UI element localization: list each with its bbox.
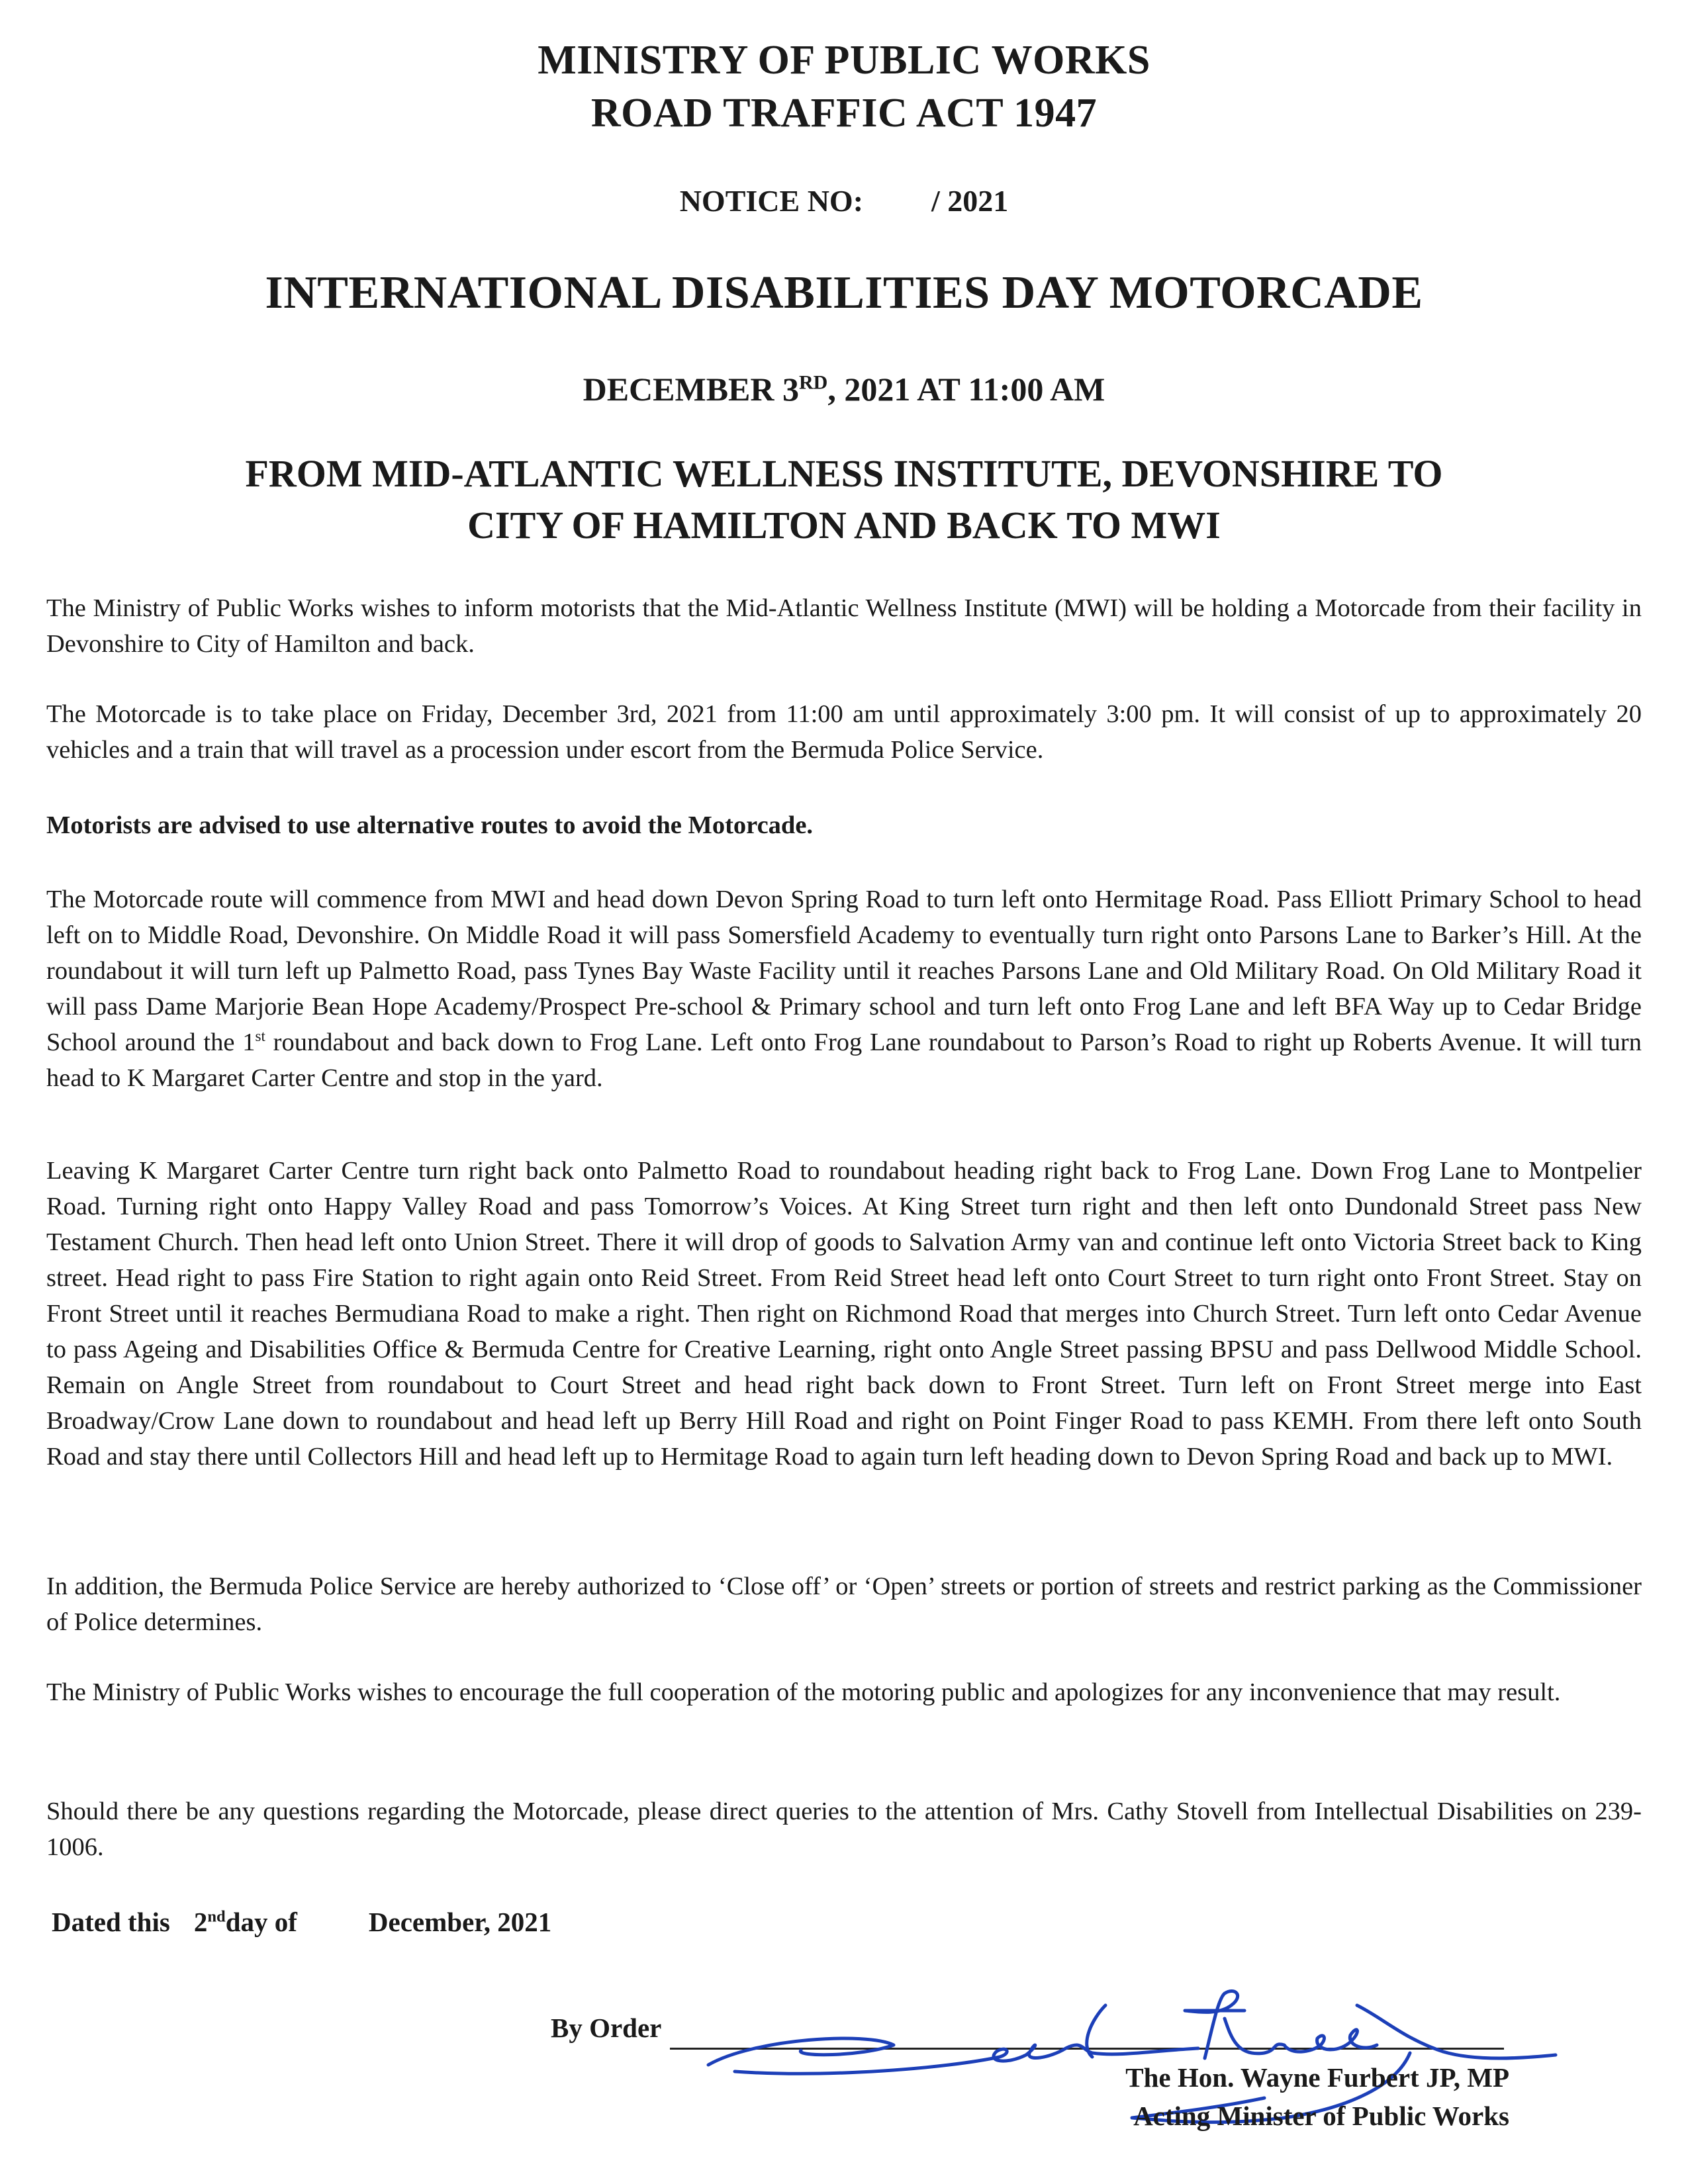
intro-paragraph: The Ministry of Public Works wishes to inform motorists that the Mid-Atlantic Wellness Institute (MWI) will be holding a Motorcade from their facility in Devonshire to City of Hamilton and back.	[46, 594, 1642, 658]
by-order-label: By Order	[551, 2013, 662, 2043]
event-date: DECEMBER 3RD, 2021 AT 11:00 AM	[583, 371, 1105, 408]
dated-day: 2ndday of	[193, 1907, 297, 1937]
signer-block	[1006, 2058, 1509, 2135]
dated-month-year: December, 2021	[368, 1907, 552, 1937]
contact-paragraph: Should there be any questions regarding the Motorcade, please direct queries to the attention of Mrs. Cathy Stovell from Intellectual Disabilities on 239-1006.	[46, 1797, 1642, 1861]
route-outbound-paragraph: The Motorcade route will commence from MWI and head down Devon Spring Road to turn left onto Hermitage Road. Pass Elliott Primary School to head left on to Middle Road, Devonshire. On Middle Road it will pass Somersfield Academy to eventually turn right onto Parsons Lane to Barker’s Hill. At the roundabout it will turn left up Palmetto Road, pass Tynes Bay Waste Facility until it reaches Parsons Lane and Old Military Road. On Old Military Road it will pass Dame Marjorie Bean Hope Academy/Prospect Pre-school & Primary school and turn left onto Frog Lane and left BFA Way up to Cedar Bridge School around the 1st roundabout and back down to Frog Lane. Left onto Frog Lane roundabout to Parson’s Road to right up Roberts Avenue. It will turn head to K Margaret Carter Centre and stop in the yard.	[46, 886, 1642, 1092]
police-authority-paragraph: In addition, the Bermuda Police Service are hereby authorized to ‘Close off’ or ‘Open’ streets or portion of streets and restrict parking as the Commissioner of Police determines.	[46, 1572, 1642, 1636]
signer-name: The Hon. Wayne Furbert JP, MP	[1125, 2062, 1509, 2093]
cooperation-paragraph: The Ministry of Public Works wishes to encourage the full cooperation of the motoring public and apologizes for any inconvenience that may result.	[46, 1678, 1561, 1706]
notice-number	[0, 183, 1688, 220]
document-title: INTERNATIONAL DISABILITIES DAY MOTORCADE	[265, 267, 1423, 318]
route-heading-line2: CITY OF HAMILTON AND BACK TO MWI	[467, 504, 1221, 547]
dated-label: Dated this	[52, 1907, 170, 1937]
ministry-heading: MINISTRY OF PUBLIC WORKS	[538, 38, 1150, 83]
signer-title: Acting Minister of Public Works	[1133, 2101, 1509, 2131]
dated-line	[52, 1906, 551, 1938]
advisory-paragraph: Motorists are advised to use alternative routes to avoid the Motorcade.	[46, 811, 814, 839]
act-heading: ROAD TRAFFIC ACT 1947	[590, 91, 1098, 136]
notice-value: / 2021	[931, 184, 1009, 218]
route-return-paragraph: Leaving K Margaret Carter Centre turn right back onto Palmetto Road to roundabout heading right back to Frog Lane. Down Frog Lane to Montpelier Road. Turning right onto Happy Valley Road and pass Tomorrow’s Voices. At King Street turn right and then left onto Dundonald Street pass New Testament Church. Then head left onto Union Street. There it will drop of goods to Salvation Army van and continue left onto Victoria Street back to King street. Head right to pass Fire Station to right again onto Reid Street. From Reid Street head left onto Court Street to turn right onto Front Street. Stay on Front Street until it reaches Bermudiana Road to make a right. Then right on Richmond Road that merges into Church Street. Turn left onto Cedar Avenue to pass Ageing and Disabilities Office & Bermuda Centre for Creative Learning, right onto Angle Street passing BPSU and pass Dellwood Middle School. Remain on Angle Street from roundabout to Court Street and head right back down to Front Street. Turn left on Front Street merge into East Broadway/Crow Lane down to roundabout and head left up Berry Hill Road and right on Point Finger Road to pass KEMH. From there left onto South Road and stay there until Collectors Hill and head left up to Hermitage Road to again turn left heading down to Devon Spring Road and back up to MWI.	[46, 1157, 1642, 1471]
route-heading-line1: FROM MID-ATLANTIC WELLNESS INSTITUTE, DEVONSHIRE TO	[245, 452, 1443, 495]
notice-label: NOTICE NO:	[679, 184, 864, 218]
schedule-paragraph: The Motorcade is to take place on Friday, December 3rd, 2021 from 11:00 am until approximately 3:00 pm. It will consist of up to approximately 20 vehicles and a train that will travel as a procession under escort from the Bermuda Police Service.	[46, 700, 1642, 764]
